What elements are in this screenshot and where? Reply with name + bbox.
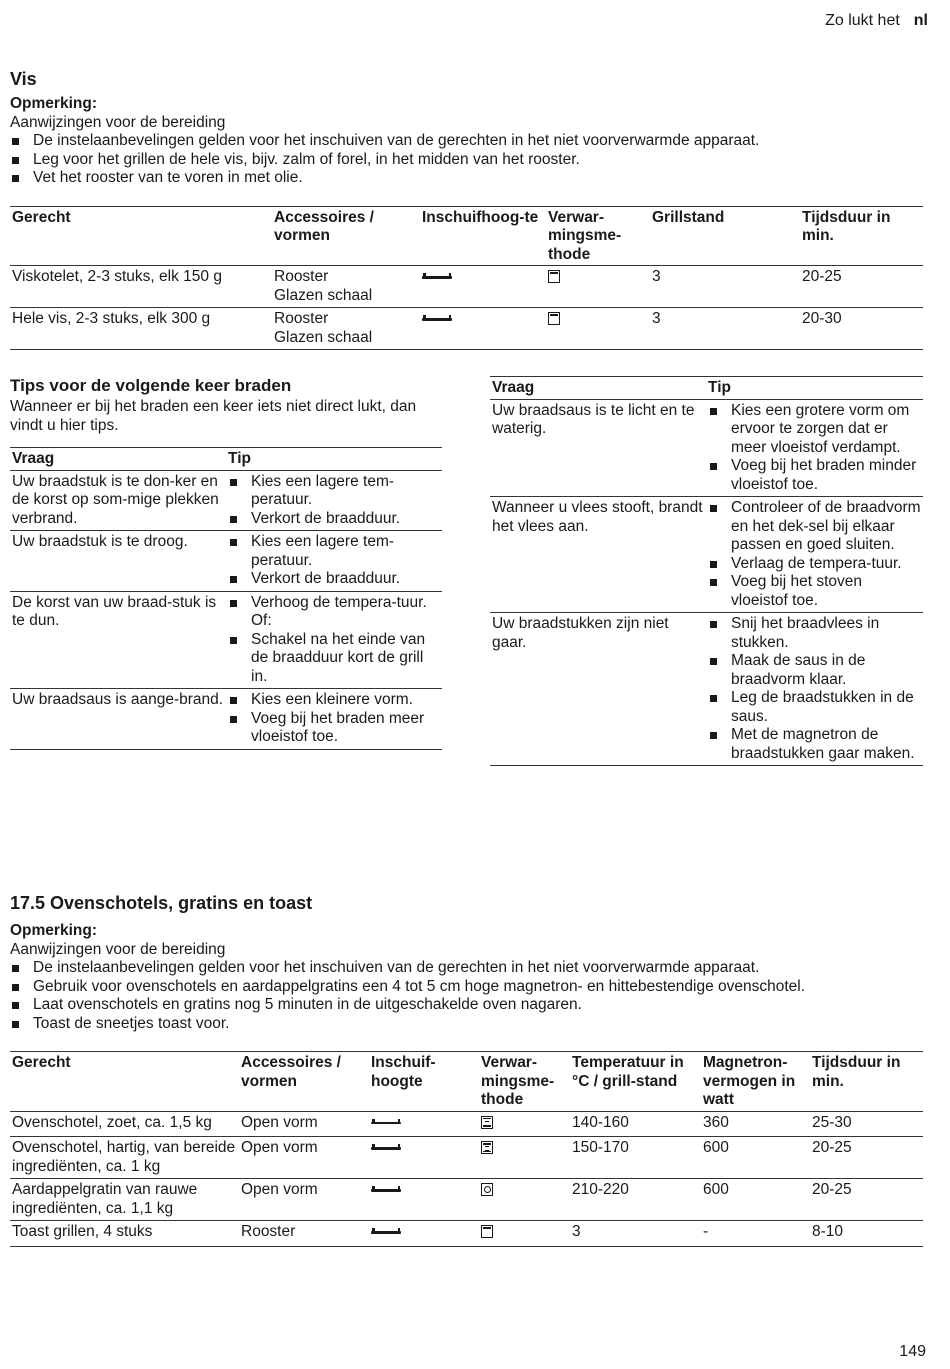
accessory: Rooster xyxy=(274,268,329,285)
microwave-cell: 600 xyxy=(703,1181,729,1198)
accessories-cell xyxy=(272,266,420,308)
vis-section xyxy=(10,68,923,350)
method-cell xyxy=(546,266,650,308)
temp-cell: 210-220 xyxy=(572,1181,629,1198)
page-number: 149 xyxy=(899,1342,926,1360)
shelf-level-icon xyxy=(422,315,452,323)
grill-icon xyxy=(548,270,560,283)
dish-cell: Toast grillen, 4 stuks xyxy=(12,1223,153,1240)
accessory: Glazen schaal xyxy=(274,328,373,346)
dish-cell: Aardappelgratin van rauwe ingrediënten, ca. 1,1 kg xyxy=(12,1181,198,1217)
oven-bullets xyxy=(10,959,923,1033)
question-cell: Wanneer u vlees stooft, brandt het vlees aan. xyxy=(492,499,703,535)
shelf-level-cell xyxy=(369,1221,479,1247)
method-cell xyxy=(546,308,650,350)
top-bottom-heat-icon xyxy=(481,1116,493,1129)
col-header: Magnetron-vermogen in watt xyxy=(703,1054,796,1108)
table-row xyxy=(10,266,923,308)
shelf-level-cell xyxy=(420,266,546,308)
time-cell: 25-30 xyxy=(812,1113,852,1131)
accessory: Glazen schaal xyxy=(274,286,373,304)
dish-cell: Ovenschotel, zoet, ca. 1,5 kg xyxy=(12,1113,212,1131)
accessories-cell xyxy=(272,308,420,350)
tip-cell xyxy=(706,399,923,497)
tip-item: Verhoog de tempera-tuur. xyxy=(228,594,440,613)
vis-bullet: Leg voor het grillen de hele vis, bijv. zalm of forel, in het midden van het rooster. xyxy=(10,151,923,170)
tip-item: Kies een kleinere vorm. xyxy=(228,691,440,710)
shelf-level-icon xyxy=(371,1144,401,1152)
table-row xyxy=(10,531,442,592)
table-row xyxy=(490,613,923,766)
table-row xyxy=(10,470,442,531)
col-header: Gerecht xyxy=(12,1054,71,1071)
time-cell: 20-30 xyxy=(802,310,842,327)
col-header: Tip xyxy=(708,379,731,396)
col-header: Tijdsduur in min. xyxy=(812,1054,901,1090)
tip-item: Voeg bij het braden meer vloeistof toe. xyxy=(228,710,440,747)
tip-item: Leg de braadstukken in de saus. xyxy=(708,689,921,726)
accessories-cell: Open vorm xyxy=(241,1181,318,1198)
question-cell: Uw braadstuk is te droog. xyxy=(12,533,188,550)
table-row xyxy=(10,308,923,350)
tip-item: Voeg bij het braden minder vloeistof toe. xyxy=(708,457,921,494)
shelf-level-icon xyxy=(422,273,452,281)
accessories-cell: Open vorm xyxy=(241,1113,318,1131)
shelf-level-icon xyxy=(371,1186,401,1194)
page-header xyxy=(825,12,928,31)
oven-title: 17.5 Ovenschotels, gratins en toast xyxy=(10,893,313,913)
shelf-level-cell xyxy=(369,1137,479,1179)
top-bottom-heat-icon xyxy=(481,1141,493,1154)
col-header: Tip xyxy=(228,450,251,467)
tips-title: Tips voor de volgende keer braden xyxy=(10,376,292,395)
method-cell xyxy=(479,1179,570,1221)
tip-item: Kies een grotere vorm om ervoor te zorgen dat er meer vloeistof verdampt. xyxy=(708,402,921,458)
vis-note-intro: Aanwijzingen voor de bereiding xyxy=(10,113,226,131)
col-header: Verwar-mingsme-thode xyxy=(548,208,622,263)
header-section: Zo lukt het xyxy=(825,12,900,29)
grill-icon xyxy=(481,1225,493,1238)
vis-title: Vis xyxy=(10,69,37,89)
col-header: Accessoires / vormen xyxy=(274,208,374,244)
tip-cell xyxy=(226,689,442,750)
vis-bullet: Vet het rooster van te voren in met olie. xyxy=(10,169,923,188)
col-header: Inschuifhoog-te xyxy=(422,208,539,226)
tip-item: Maak de saus in de braadvorm klaar. xyxy=(708,652,921,689)
method-cell xyxy=(479,1137,570,1179)
grill-cell: 3 xyxy=(652,310,661,327)
question-cell: De korst van uw braad-stuk is te dun. xyxy=(12,593,217,629)
oven-bullet: De instelaanbevelingen gelden voor het inschuiven van de gerechten in het niet voorverwarmde apparaat. xyxy=(10,959,923,978)
col-header: Vraag xyxy=(492,379,535,396)
table-row xyxy=(490,399,923,497)
table-row xyxy=(490,497,923,613)
oven-bullet: Gebruik voor ovenschotels en aardappelgratins een 4 tot 5 cm hoge magnetron- en hittebestendige ovenschotel. xyxy=(10,978,923,997)
vis-bullet: De instelaanbevelingen gelden voor het inschuiven van de gerechten in het niet voorverwarmde apparaat. xyxy=(10,132,923,151)
microwave-cell: - xyxy=(703,1223,709,1240)
tip-item: Schakel na het einde van de braadduur kort de grill in. xyxy=(228,631,440,687)
grill-cell: 3 xyxy=(652,268,661,285)
table-row xyxy=(10,689,442,750)
col-header: Grillstand xyxy=(652,208,725,226)
tip-item: Verkort de braadduur. xyxy=(228,570,440,589)
tip-item: Kies een lagere tem-peratuur. xyxy=(228,533,440,570)
method-cell xyxy=(479,1111,570,1137)
vis-note-heading: Opmerking: xyxy=(10,95,97,112)
tips-table-right xyxy=(490,376,923,766)
tip-item: Voeg bij het stoven vloeistof toe. xyxy=(708,573,921,610)
tip-item: Kies een lagere tem-peratuur. xyxy=(228,473,440,510)
question-cell: Uw braadstuk is te don-ker en de korst op som-mige plekken verbrand. xyxy=(12,472,219,527)
accessory: Rooster xyxy=(274,310,329,327)
table-row xyxy=(10,1179,923,1221)
temp-cell: 3 xyxy=(572,1223,581,1240)
hot-air-icon xyxy=(481,1183,493,1196)
oven-table xyxy=(10,1051,923,1247)
tip-item: Controleer of de braadvorm en het dek-sel bij elkaar passen en goed sluiten. xyxy=(708,499,921,555)
microwave-cell: 600 xyxy=(703,1139,729,1156)
shelf-level-cell xyxy=(369,1179,479,1221)
question-cell: Uw braadsaus is aange-brand. xyxy=(12,691,224,708)
vis-table xyxy=(10,206,923,351)
oven-section xyxy=(10,892,923,1247)
table-row xyxy=(10,1221,923,1247)
tip-item: Verlaag de tempera-tuur. xyxy=(708,555,921,574)
oven-note-heading: Opmerking: xyxy=(10,922,97,939)
dish-cell: Hele vis, 2-3 stuks, elk 300 g xyxy=(12,310,211,327)
accessories-cell: Open vorm xyxy=(241,1139,318,1156)
tips-left xyxy=(10,376,442,750)
vis-bullets xyxy=(10,132,923,188)
time-cell: 20-25 xyxy=(802,268,842,285)
time-cell: 8-10 xyxy=(812,1223,844,1240)
temp-cell: 140-160 xyxy=(572,1113,629,1131)
dish-cell: Ovenschotel, hartig, van bereide ingrediënten, ca. 1 kg xyxy=(12,1139,236,1175)
tip-item: Verkort de braadduur. xyxy=(228,510,440,529)
oven-bullet: Laat ovenschotels en gratins nog 5 minuten in de uitgeschakelde oven nagaren. xyxy=(10,996,923,1015)
microwave-cell: 360 xyxy=(703,1113,729,1131)
tip-cell xyxy=(226,591,442,689)
col-header: Gerecht xyxy=(12,208,71,226)
col-header: Temperatuur in °C / grill-stand xyxy=(572,1054,684,1090)
question-cell: Uw braadstukken zijn niet gaar. xyxy=(492,615,669,651)
grill-icon xyxy=(548,312,560,325)
tips-table-left xyxy=(10,447,442,750)
table-row xyxy=(10,1111,923,1137)
tip-item: Met de magnetron de braadstukken gaar maken. xyxy=(708,726,921,763)
temp-cell: 150-170 xyxy=(572,1139,629,1156)
accessories-cell: Rooster xyxy=(241,1223,296,1240)
tip-cell xyxy=(226,531,442,592)
oven-bullet: Toast de sneetjes toast voor. xyxy=(10,1015,923,1034)
shelf-level-cell xyxy=(420,308,546,350)
tip-cell xyxy=(226,470,442,531)
tips-intro: Wanneer er bij het braden een keer iets niet direct lukt, dan vindt u hier tips. xyxy=(10,398,417,434)
col-header: Tijdsduur in min. xyxy=(802,208,891,244)
shelf-level-icon xyxy=(371,1119,401,1127)
tip-cell xyxy=(706,497,923,613)
col-header: Vraag xyxy=(12,450,55,467)
col-header: Verwar-mingsme-thode xyxy=(481,1054,555,1108)
method-cell xyxy=(479,1221,570,1247)
time-cell: 20-25 xyxy=(812,1139,852,1156)
shelf-level-icon xyxy=(371,1228,401,1236)
col-header: Accessoires / vormen xyxy=(241,1054,341,1090)
tips-right xyxy=(490,376,923,766)
time-cell: 20-25 xyxy=(812,1181,852,1198)
header-lang: nl xyxy=(913,12,928,29)
shelf-level-cell xyxy=(369,1111,479,1137)
question-cell: Uw braadsaus is te licht en te waterig. xyxy=(492,401,695,437)
dish-cell: Viskotelet, 2-3 stuks, elk 150 g xyxy=(12,268,222,285)
tip-or: Of: xyxy=(251,612,272,629)
tip-item: Snij het braadvlees in stukken. xyxy=(708,615,921,652)
table-row xyxy=(10,1137,923,1179)
col-header: Inschuif-hoogte xyxy=(371,1054,436,1090)
tip-cell xyxy=(706,613,923,766)
table-row xyxy=(10,591,442,689)
oven-note-intro: Aanwijzingen voor de bereiding xyxy=(10,940,226,958)
